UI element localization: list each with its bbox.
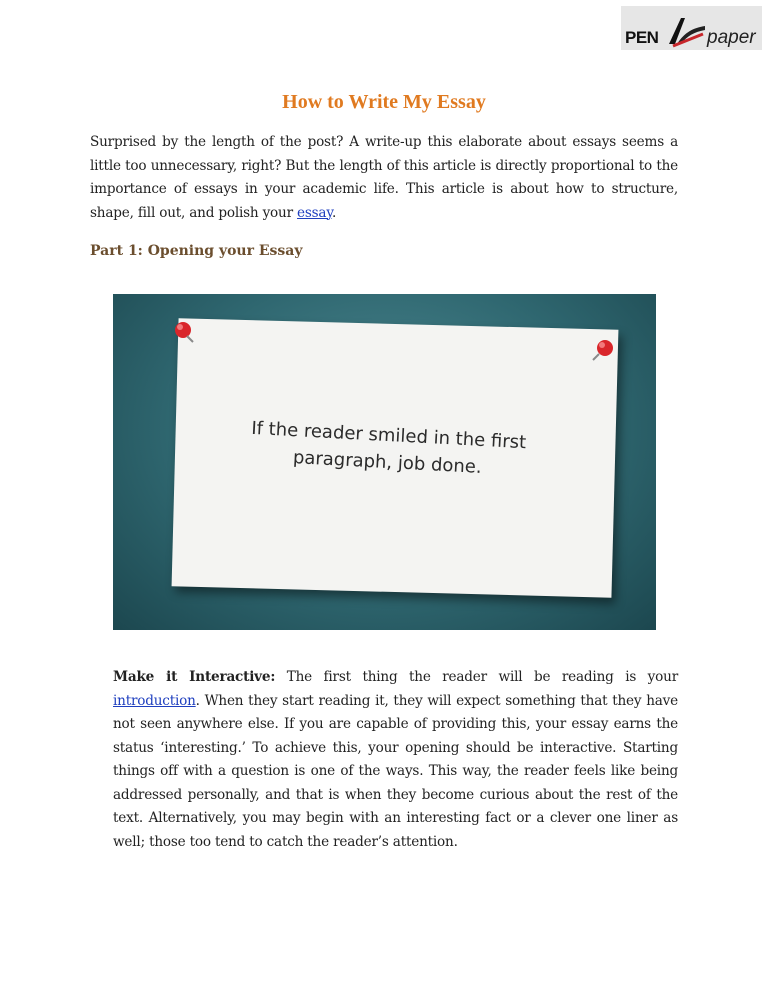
quote-image (113, 294, 656, 630)
intro-text-start: Surprised by the length of the post? A write-up this elaborate about essays seems a little too unnecessary, right? But the length of this article is directly proportional to the importance of essays in your academic life. This article is about how to structure, shape, fill out, and polish your (90, 134, 678, 221)
body-text-start: The first thing the reader will be reading is your (275, 669, 678, 685)
logo-text-pen: PEN (625, 28, 659, 47)
quote-line-2: paragraph, job done. (292, 447, 483, 478)
intro-text-end: . (332, 204, 337, 221)
pushpin-right-icon (593, 340, 613, 360)
page-title: How to Write My Essay (282, 91, 486, 113)
logo-text-paper: paper (707, 27, 756, 48)
section-heading: Part 1: Opening your Essay (90, 243, 303, 259)
body-paragraph (113, 666, 678, 854)
logo-pen-book-icon (667, 14, 707, 48)
pushpin-left-icon (175, 322, 193, 342)
introduction-link[interactable]: introduction (113, 692, 196, 709)
quote-line-1: If the reader smiled in the first (250, 417, 527, 454)
intro-paragraph (90, 131, 678, 225)
essay-link[interactable]: essay (297, 204, 333, 221)
body-text-end: . When they start reading it, they will expect something that they have not seen anywhere else. If you are capable of providing this, your essay earns the status ‘interesting.’ To achieve this, your opening should be interactive. Starting things off with a question is one of the ways. This way, the reader feels like being addressed personally, and that is when they become curious about the rest of the text. Alternatively, you may begin with an interesting fact or a clever one liner as well; those too tend to catch the reader’s attention. (113, 692, 678, 850)
body-lead: Make it Interactive: (113, 669, 276, 685)
brand-logo[interactable] (621, 6, 762, 50)
